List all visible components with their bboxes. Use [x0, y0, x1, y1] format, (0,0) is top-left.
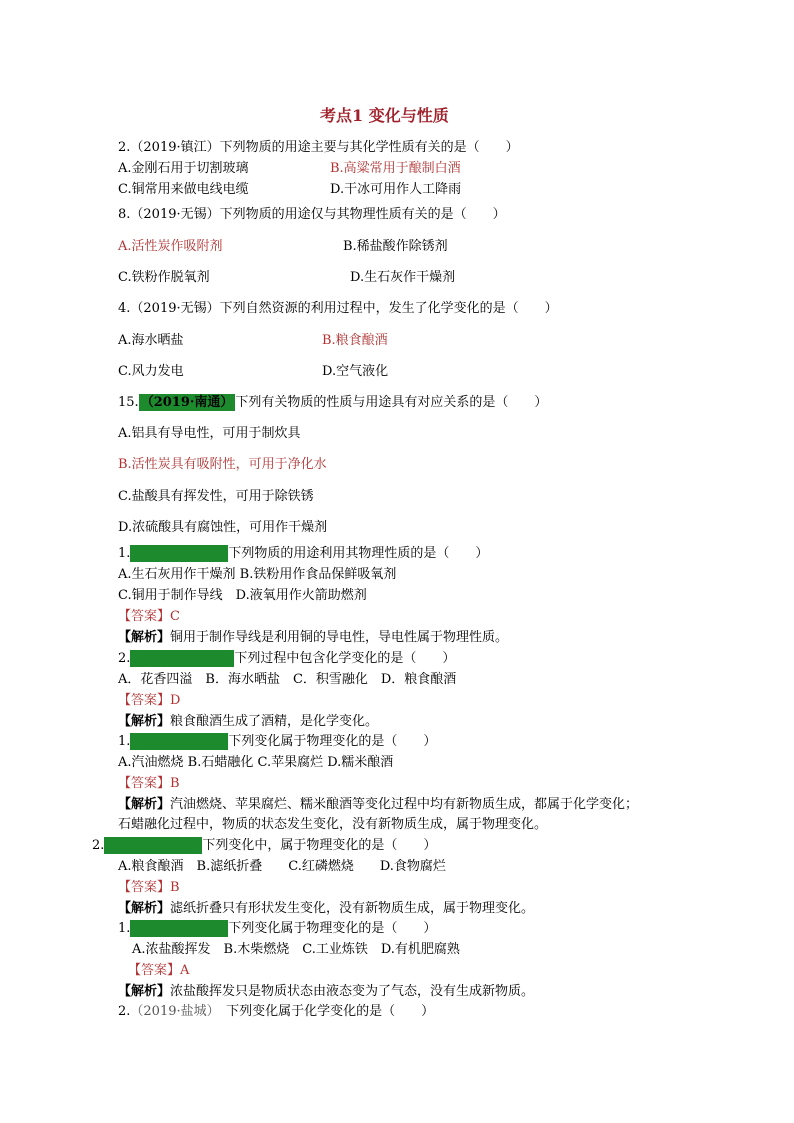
analysis — [118, 900, 534, 918]
options-ab: A.生石灰用作干燥剂 B.铁粉用作食品保鲜吸氧剂 — [118, 567, 397, 582]
answer: 【答案】D — [118, 693, 181, 708]
options: A.汽油燃烧 B.石蜡融化 C.苹果腐烂 D.糯米酿酒 — [118, 755, 394, 770]
question-number: 1. — [118, 921, 131, 936]
source-highlight — [104, 837, 202, 854]
option-c: C.铜常用来做电线电缆 — [118, 182, 249, 197]
options-cd: C.铜用于制作导线 D.液氧用作火箭助燃剂 — [118, 588, 367, 603]
question-source: （2019·盐城） — [130, 1004, 214, 1019]
analysis-continued: 石蜡融化过程中，物质的状态发生变化，没有新物质生成，属于物理变化。 — [118, 817, 548, 832]
question-number: 15. — [118, 395, 139, 410]
question-number: 2. — [118, 1004, 131, 1019]
option-d: D.浓硫酸具有腐蚀性，可用作干燥剂 — [118, 520, 328, 535]
option-b-correct: B.粮食酿酒 — [322, 333, 388, 348]
analysis — [118, 629, 508, 647]
question-stem: 2.（2019·镇江）下列物质的用途主要与其化学性质有关的是（ ） — [118, 140, 519, 155]
option-c: C.风力发电 — [118, 364, 184, 379]
answer: 【答案】B — [118, 880, 180, 895]
question-text: 下列过程中包含化学变化的是（ ） — [234, 651, 456, 666]
analysis-text: 滤纸折叠只有形状发生变化，没有新物质生成，属于物理变化。 — [170, 901, 535, 916]
question-stem — [118, 920, 436, 938]
options: A.粮食酿酒 B.滤纸折叠 C.红磷燃烧 D.食物腐烂 — [118, 859, 446, 874]
options: A．花香四溢 B．海水晒盐 C．积雪融化 D．粮食酿酒 — [118, 672, 457, 687]
option-d: D.空气液化 — [322, 364, 389, 379]
option-a: A.铝具有导电性，可用于制炊具 — [118, 426, 301, 441]
question-text: 下列变化属于化学变化的是（ ） — [213, 1004, 435, 1019]
analysis-text: 汽油燃烧、苹果腐烂、糯米酿酒等变化过程中均有新物质生成，都属于化学变化； — [170, 797, 639, 812]
question-text: 下列变化中，属于物理变化的是（ ） — [202, 838, 437, 853]
question-stem — [118, 394, 547, 412]
option-a: A.海水晒盐 — [118, 333, 184, 348]
option-a-correct: A.活性炭作吸附剂 — [118, 239, 223, 254]
question-number: 1. — [118, 546, 131, 561]
answer: 【答案】A — [128, 963, 190, 978]
answer: 【答案】C — [118, 609, 180, 624]
question-stem — [118, 733, 436, 751]
option-c: C.盐酸具有挥发性，可用于除铁锈 — [118, 489, 314, 504]
option-b: B.稀盐酸作除锈剂 — [343, 239, 448, 254]
source-highlight — [130, 733, 228, 750]
question-stem: 8.（2019·无锡）下列物质的用途仅与其物理性质有关的是（ ） — [118, 207, 506, 222]
answer: 【答案】B — [118, 776, 180, 791]
analysis-tag: 【解析】 — [118, 984, 171, 999]
option-d: D.干冰可用作人工降雨 — [330, 182, 462, 197]
analysis — [118, 713, 378, 731]
question-number: 1. — [118, 734, 131, 749]
analysis-tag: 【解析】 — [118, 901, 171, 916]
question-stem — [118, 650, 455, 668]
analysis-tag: 【解析】 — [118, 630, 171, 645]
question-number: 2. — [118, 651, 131, 666]
source-highlight — [130, 545, 228, 562]
question-text: 下列有关物质的性质与用途具有对应关系的是（ ） — [235, 395, 548, 410]
page-title: 考点1 变化与性质 — [320, 106, 449, 125]
analysis — [118, 796, 638, 814]
question-stem: 4.（2019·无锡）下列自然资源的利用过程中，发生了化学变化的是（ ） — [118, 301, 558, 316]
options: A.浓盐酸挥发 B.木柴燃烧 C.工业炼铁 D.有机肥腐熟 — [132, 942, 460, 957]
question-number: 2. — [92, 838, 105, 853]
source-highlight — [130, 650, 234, 667]
question-stem — [92, 837, 436, 855]
question-text: 下列变化属于物理变化的是（ ） — [228, 734, 437, 749]
question-stem — [118, 545, 488, 563]
analysis-text: 粮食酿酒生成了酒精，是化学变化。 — [170, 714, 379, 729]
analysis — [118, 983, 534, 1001]
option-c: C.铁粉作脱氧剂 — [118, 270, 210, 285]
question-text: 下列变化属于物理变化的是（ ） — [228, 921, 437, 936]
question-stem — [118, 1003, 434, 1021]
option-d: D.生石灰作干燥剂 — [350, 270, 456, 285]
analysis-text: 浓盐酸挥发只是物质状态由液态变为了气态，没有生成新物质。 — [170, 984, 535, 999]
analysis-tag: 【解析】 — [118, 797, 171, 812]
question-text: 下列物质的用途利用其物理性质的是（ ） — [228, 546, 489, 561]
analysis-text: 铜用于制作导线是利用铜的导电性，导电性属于物理性质。 — [170, 630, 509, 645]
source-highlight: （2019·南通） — [140, 395, 234, 410]
option-a: A.金刚石用于切割玻璃 — [118, 161, 249, 176]
analysis-tag: 【解析】 — [118, 714, 171, 729]
option-b-correct: B.高粱常用于酿制白酒 — [330, 161, 461, 176]
option-b-correct: B.活性炭具有吸附性，可用于净化水 — [118, 457, 327, 472]
source-highlight — [130, 920, 228, 937]
